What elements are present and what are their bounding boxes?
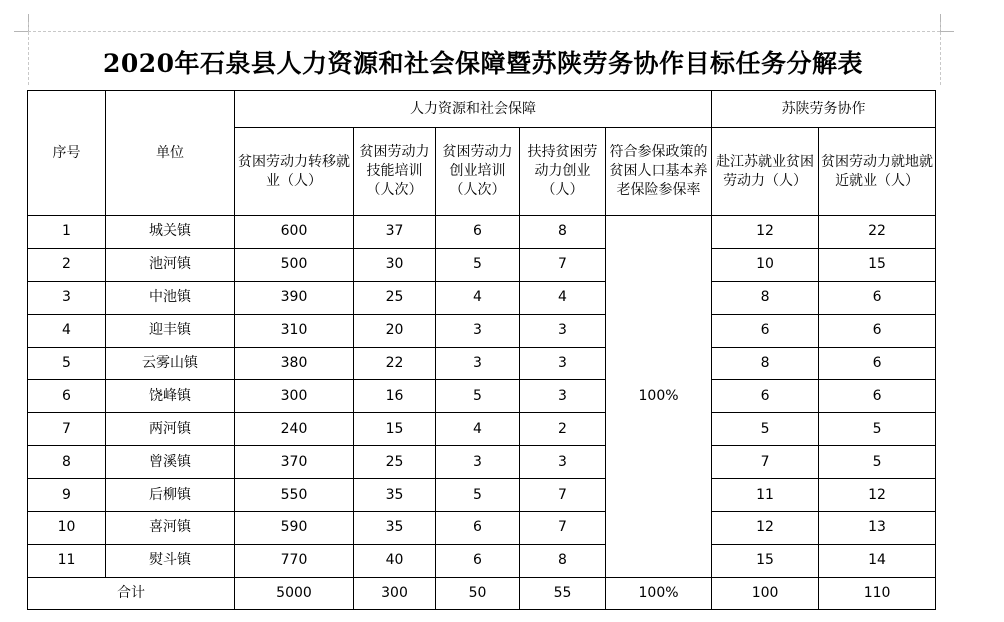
cell-skill: 40 [354,544,436,577]
cell-seq: 10 [28,512,106,545]
header-group-row [28,91,936,128]
cell-startup-training: 6 [436,216,520,249]
cell-seq: 5 [28,347,106,380]
cell-transfer: 770 [235,544,354,577]
cell-transfer: 500 [235,248,354,281]
cell-jiangsu: 6 [712,380,819,413]
cell-support-startup: 8 [520,216,606,249]
header-group-coop: 苏陕劳务协作 [712,91,936,128]
cell-seq: 9 [28,479,106,512]
table-row [28,281,936,314]
cell-support-startup: 3 [520,314,606,347]
cell-jiangsu: 5 [712,413,819,446]
cell-jiangsu: 12 [712,512,819,545]
cell-nearby: 6 [819,281,936,314]
cell-transfer: 600 [235,216,354,249]
cell-nearby: 14 [819,544,936,577]
cell-startup-training: 5 [436,248,520,281]
total-skill: 300 [354,577,436,609]
margin-corner-mark [940,31,954,32]
cell-nearby: 6 [819,347,936,380]
cell-unit: 城关镇 [106,216,235,249]
cell-support-startup: 2 [520,413,606,446]
cell-seq: 1 [28,216,106,249]
total-row [28,577,936,609]
cell-unit: 熨斗镇 [106,544,235,577]
cell-nearby: 15 [819,248,936,281]
cell-jiangsu: 11 [712,479,819,512]
cell-seq: 4 [28,314,106,347]
table-row [28,512,936,545]
cell-skill: 35 [354,512,436,545]
cell-unit: 中池镇 [106,281,235,314]
table-row [28,347,936,380]
table-row [28,216,936,249]
cell-skill: 16 [354,380,436,413]
cell-skill: 35 [354,479,436,512]
cell-support-startup: 7 [520,248,606,281]
cell-nearby: 6 [819,380,936,413]
header-group-hr: 人力资源和社会保障 [235,91,712,128]
margin-corner-mark [14,31,28,32]
cell-unit: 两河镇 [106,413,235,446]
cell-unit: 曾溪镇 [106,446,235,479]
header-skill: 贫困劳动力技能培训（人次） [354,128,436,216]
cell-unit: 喜河镇 [106,512,235,545]
cell-seq: 3 [28,281,106,314]
document-title: 2020年石泉县人力资源和社会保障暨苏陕劳务协作目标任务分解表 [102,49,864,78]
cell-nearby: 5 [819,446,936,479]
cell-transfer: 380 [235,347,354,380]
cell-startup-training: 4 [436,281,520,314]
total-startup-training: 50 [436,577,520,609]
header-seq: 序号 [28,91,106,216]
cell-startup-training: 6 [436,512,520,545]
cell-jiangsu: 12 [712,216,819,249]
cell-seq: 8 [28,446,106,479]
cell-unit: 饶峰镇 [106,380,235,413]
cell-seq: 2 [28,248,106,281]
cell-jiangsu: 8 [712,347,819,380]
header-startup-training: 贫困劳动力创业培训（人次） [436,128,520,216]
cell-skill: 22 [354,347,436,380]
cell-jiangsu: 15 [712,544,819,577]
total-transfer: 5000 [235,577,354,609]
cell-seq: 7 [28,413,106,446]
table-row [28,314,936,347]
cell-skill: 30 [354,248,436,281]
cell-support-startup: 7 [520,479,606,512]
cell-nearby: 13 [819,512,936,545]
total-jiangsu: 100 [712,577,819,609]
cell-seq: 6 [28,380,106,413]
cell-startup-training: 5 [436,380,520,413]
cell-unit: 云雾山镇 [106,347,235,380]
cell-transfer: 300 [235,380,354,413]
total-label: 合计 [28,577,235,609]
header-unit: 单位 [106,91,235,216]
cell-startup-training: 5 [436,479,520,512]
cell-jiangsu: 8 [712,281,819,314]
cell-support-startup: 3 [520,380,606,413]
cell-seq: 11 [28,544,106,577]
total-nearby: 110 [819,577,936,609]
cell-support-startup: 4 [520,281,606,314]
cell-nearby: 22 [819,216,936,249]
total-support-startup: 55 [520,577,606,609]
cell-support-startup: 7 [520,512,606,545]
cell-skill: 15 [354,413,436,446]
header-nearby: 贫困劳动力就地就近就业（人） [819,128,936,216]
header-pension: 符合参保政策的贫困人口基本养老保险参保率 [606,128,712,216]
cell-startup-training: 3 [436,314,520,347]
cell-transfer: 390 [235,281,354,314]
text-boundary-guide [28,31,940,32]
cell-nearby: 12 [819,479,936,512]
header-support-startup: 扶持贫困劳动力创业（人） [520,128,606,216]
cell-skill: 25 [354,446,436,479]
table-row [28,446,936,479]
table-row [28,248,936,281]
cell-transfer: 590 [235,512,354,545]
cell-pension-merged: 100% [606,216,712,578]
cell-jiangsu: 6 [712,314,819,347]
cell-jiangsu: 7 [712,446,819,479]
header-transfer: 贫困劳动力转移就业（人） [235,128,354,216]
total-pension: 100% [606,577,712,609]
cell-unit: 迎丰镇 [106,314,235,347]
cell-nearby: 6 [819,314,936,347]
cell-transfer: 370 [235,446,354,479]
cell-startup-training: 3 [436,347,520,380]
header-jiangsu: 赴江苏就业贫困劳动力（人） [712,128,819,216]
cell-startup-training: 3 [436,446,520,479]
cell-skill: 37 [354,216,436,249]
cell-support-startup: 3 [520,347,606,380]
table-row [28,413,936,446]
task-breakdown-table [27,90,936,610]
cell-jiangsu: 10 [712,248,819,281]
cell-transfer: 240 [235,413,354,446]
cell-startup-training: 6 [436,544,520,577]
cell-unit: 池河镇 [106,248,235,281]
table-row [28,544,936,577]
cell-startup-training: 4 [436,413,520,446]
table-row [28,380,936,413]
cell-skill: 20 [354,314,436,347]
cell-unit: 后柳镇 [106,479,235,512]
cell-support-startup: 8 [520,544,606,577]
cell-skill: 25 [354,281,436,314]
cell-transfer: 310 [235,314,354,347]
cell-support-startup: 3 [520,446,606,479]
cell-transfer: 550 [235,479,354,512]
table-row [28,479,936,512]
cell-nearby: 5 [819,413,936,446]
